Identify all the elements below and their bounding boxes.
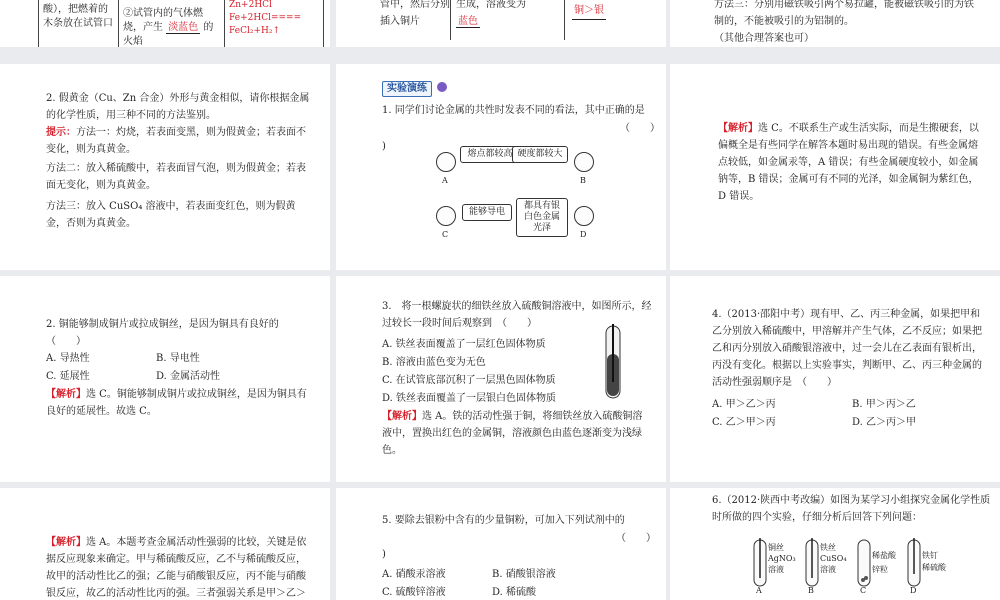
option-a[interactable]: A. 导热性 [46,353,90,364]
slide-10 [0,488,330,600]
slide-1 [0,0,330,47]
tube-2-solution: CuSO₄ [820,554,847,563]
slide-12 [670,488,1000,600]
badge-dot-icon [437,82,447,92]
label-c: C [442,230,449,239]
slide-2 [336,0,666,47]
question-text: 1. 同学们讨论金属的共性时发表不同的看法，其中正确的是 [382,105,645,116]
divider [564,0,565,40]
slide-9 [670,276,1000,482]
bubble-d: 都具有银白色金属光泽 [516,198,568,237]
method-text: 方法三：分别用磁铁吸引两个易拉罐，能被磁铁吸引的为铁 制的，不能被吸引的为铝制的。 （其他合理答案也可） [714,0,974,44]
hint-text: 提示：方法一：灼烧，若表面变黑，则为假黄金；若表面不变化，则为真黄金。 [46,127,306,155]
tube-3-metal: 锌粒 [872,565,888,574]
analysis-text: 【解析】选 A。铁的活动性强于铜，将细铁丝放入硫酸铜溶液中，置换出红色的金属铜，溶液颜色由蓝色逐渐变为浅绿色。 [382,411,643,456]
tube-2-label: 铁丝 [820,543,836,552]
answer-paren: （ ） [620,123,660,134]
question-text: 3. 将一根螺旋状的细铁丝放入硫酸铜溶液中，如图所示，经过较长一段时间后观察到 （ ） [382,301,652,329]
slide-6 [670,64,1000,270]
tube-1-solution-suffix: 溶液 [768,565,784,574]
slide-3 [670,0,1000,47]
option-b[interactable]: B. 甲＞丙＞乙 [852,399,916,410]
label-d: D [580,230,587,239]
student-d-icon [574,206,594,226]
option-a[interactable]: A. 铁丝表面覆盖了一层红色固体物质 [382,339,546,350]
answer-paren-close: ) [382,549,386,560]
option-d[interactable]: D. 铁丝表面覆盖了一层银白色固体物质 [382,393,557,404]
tube-label-b: B [808,586,814,595]
option-c[interactable]: C. 延展性 [46,371,90,382]
option-c[interactable]: C. 在试管底部沉积了一层黑色固体物质 [382,375,556,386]
option-a[interactable]: A. 甲＞乙＞丙 [712,399,776,410]
option-d[interactable]: D. 稀硫酸 [492,587,537,598]
option-c[interactable]: C. 乙＞甲＞丙 [712,417,776,428]
question-text: 2. 假黄金（Cu、Zn 合金）外形与黄金相似，请你根据金属的化学性质，用三种不同的方法鉴别。 [46,93,310,121]
tube-1-solution: AgNO₃ [768,554,796,563]
tube-label-a: A [756,586,762,595]
table-cell: ②试管内的气体燃烧，产生 淡蓝色 的火焰 [119,0,225,47]
option-b[interactable]: B. 导电性 [156,353,200,364]
question-text: 4.（2013·邵阳中考）现有甲、乙、丙三种金属，如果把甲和乙分别放入稀硫酸中，甲溶解并产生气体，乙不反应；如果把乙和丙分别放入硝酸银溶液中，过一会儿在乙表面有银析出，丙没有变化。根据以上实验事实，判断甲、乙、丙三种金属的活动性强弱顺序是 （ ） [712,309,982,388]
student-a-icon [436,152,456,172]
bubble-a: 熔点都较高 [460,146,520,163]
method-3-text: 方法三：放入 CuSO₄ 溶液中，若表面变红色，则为假黄金，否则为真黄金。 [46,201,296,229]
answer-paren-close: ) [382,141,386,152]
option-b[interactable]: B. 溶液由蓝色变为无色 [382,357,486,368]
slide-8 [336,276,666,482]
question-text: 2. 铜能够制成铜片或拉成铜丝，是因为铜具有良好的 （ ） [46,319,289,347]
cell-text: 生成，溶液变为 蓝色 [456,0,526,27]
option-c[interactable]: C. 硫酸锌溶液 [382,587,446,598]
option-d[interactable]: D. 金属活动性 [156,371,221,382]
tube-1-label: 铜丝 [768,543,784,552]
reaction-table [38,0,324,47]
answer-text: 铜＞银 [572,2,606,20]
bubble-b: 硬度都较大 [512,146,568,163]
label-a: A [442,176,448,185]
analysis-text: 【解析】选 A。本题考查金属活动性强弱的比较，关键是依据反应现象来确定。甲与稀硫酸反应，乙不与稀硫酸反应，故甲的活动性比乙的强；乙能与硝酸银反应，丙不能与硝酸银反应，故乙的活动性比丙的强。三者强弱关系是甲＞乙＞ [46,537,307,599]
slide-4 [0,64,330,270]
question-text: 5. 要除去银粉中含有的少量铜粉，可加入下列试剂中的 [382,515,625,526]
tube-label-d: D [910,586,917,595]
option-b[interactable]: B. 硝酸银溶液 [492,569,556,580]
tube-3-solution: 稀盐酸 [872,551,896,560]
analysis-text: 【解析】选 C。不联系生产或生活实际，而是生搬硬套，以偏概全是有些同学在解答本题时易出现的错误。有些金属熔点较低，如金属汞等，A 错误；有些金属硬度较小，如金属钠等，B 错误；金属可有不同的光泽，如金属铜为紫红色，D 错误。 [718,123,979,202]
tube-2-solution-suffix: 溶液 [820,565,836,574]
cell-text: 管中，然后分别插入铜片 [380,0,450,27]
slide-11 [336,488,666,600]
answer-paren: （ ） [616,533,656,544]
student-b-icon [574,152,594,172]
tube-4-metal: 铁钉 [922,551,938,560]
tube-4-solution: 稀硫酸 [922,563,946,572]
table-cell: Zn+2HCl Fe+2HCl==== FeCl₂+H₂↑ [225,0,324,47]
student-c-icon [436,206,456,226]
bubble-c: 能够导电 [462,204,512,221]
table-cell: 酸），把燃着的木条放在试管口 [39,0,119,47]
slide-7 [0,276,330,482]
question-text: 6.（2012·陕西中考改编）如图为某学习小组探究金属化学性质时所做的四个实验，仔细分析后回答下列问题： [712,495,991,523]
test-tube-figure [598,324,632,404]
section-badge: 实验演练 [382,76,447,97]
analysis-text: 【解析】选 C。铜能够制成铜片或拉成铜丝，是因为铜具有良好的延展性。故选 C。 [46,389,307,417]
slide-5 [336,64,666,270]
method-2-text: 方法二：放入稀硫酸中，若表面冒气泡，则为假黄金；若表面无变化，则为真黄金。 [46,163,306,191]
option-a[interactable]: A. 硝酸汞溶液 [382,569,446,580]
divider [450,0,451,40]
option-d[interactable]: D. 乙＞丙＞甲 [852,417,917,428]
tube-label-c: C [860,586,867,595]
label-b: B [580,176,586,185]
